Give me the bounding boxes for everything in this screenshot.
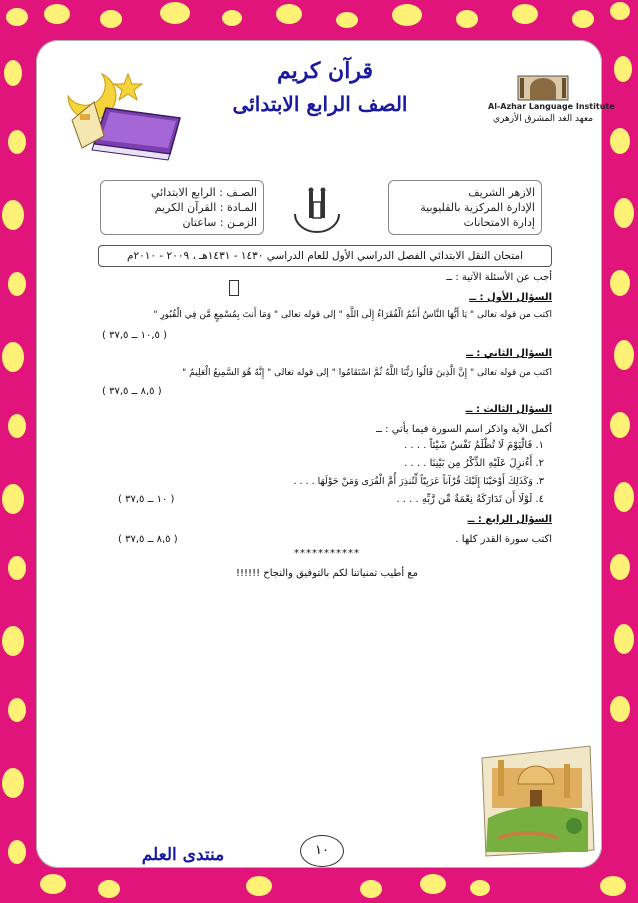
question-1-text: اكتب من قوله تعالى " يَا أَيُّهَا النَّاسُ أَنتُمُ الْفُقَرَاءُ إِلَى اللَّهِ " إلى قوله تعالى " وَمَا أَنتَ بِمُسْمِعٍ مَّن فِي الْقُبُورِ " xyxy=(153,310,552,320)
quran-clipart xyxy=(50,62,200,162)
border-dot xyxy=(456,10,478,28)
question-3-text: أكمل الآية واذكر اسم السورة فيما يأتي : ــ xyxy=(376,424,552,435)
border-dot xyxy=(470,880,490,896)
question-1-title: السؤال الأول : ــ xyxy=(469,292,552,303)
border-dot xyxy=(614,198,634,228)
border-dot xyxy=(610,412,630,438)
separator-stars: *********** xyxy=(294,548,360,559)
question-4-score: ( ٨,٥ ــ ٣٧,٥ ) xyxy=(118,534,178,545)
border-dot xyxy=(4,60,22,86)
header-line: المـادة : القرآن الكريم xyxy=(154,201,257,214)
question-3-item: ١. فَالْيَوْمَ لَا تُظْلَمُ نَفْسٌ شَيْئاً . . . . xyxy=(404,440,544,451)
empty-box-glyph xyxy=(229,280,239,296)
border-dot xyxy=(8,130,26,154)
border-dot xyxy=(614,340,634,370)
border-dot xyxy=(6,8,28,26)
header-line: الازهر الشريف xyxy=(468,186,535,199)
forum-name: منتدى العلم xyxy=(141,845,225,865)
border-dot xyxy=(610,128,630,154)
question-1-score: ( ١٠,٥ ــ ٣٧,٥ ) xyxy=(102,330,167,341)
border-dot xyxy=(2,342,24,372)
question-3-item: ٤. لَوْلَا أَن تَدَارَكَهُ نِعْمَةٌ مِّن رَّبِّهِ . . . . xyxy=(396,494,544,505)
border-dot xyxy=(610,554,630,580)
question-4-text: اكتب سورة القدر كلها . xyxy=(455,534,552,545)
border-dot xyxy=(614,482,634,512)
exam-header-right xyxy=(388,180,542,235)
border-dot xyxy=(44,4,70,24)
question-3-title: السؤال الثالث : ــ xyxy=(465,404,552,415)
border-dot xyxy=(360,880,382,898)
border-dot xyxy=(100,10,122,28)
exam-header-left xyxy=(100,180,264,235)
border-dot xyxy=(2,768,24,798)
closing-text: مع أطيب تمنياتنا لكم بالتوفيق والنجاح !!!!!! xyxy=(236,568,418,579)
logo-english-text: Al-Azhar Language Institute xyxy=(488,102,615,111)
border-dot xyxy=(8,840,26,864)
mosque-logo-icon xyxy=(488,74,598,102)
question-2-score: ( ٨,٥ ــ ٣٧,٥ ) xyxy=(102,386,162,397)
institute-logo xyxy=(488,74,615,134)
border-dot xyxy=(614,56,632,82)
azhar-emblem-icon xyxy=(287,184,347,234)
border-dot xyxy=(2,484,24,514)
question-2-title: السؤال الثاني : ــ xyxy=(466,348,552,359)
exam-paper xyxy=(92,170,562,610)
border-dot xyxy=(600,876,626,896)
border-dot xyxy=(8,272,26,296)
question-3-score: ( ١٠ ــ ٣٧,٥ ) xyxy=(118,494,175,505)
instruction-text: أجب عن الأسئلة الآتية : ــ xyxy=(446,272,552,283)
border-dot xyxy=(610,2,630,20)
exam-title: امتحان النقل الابتدائي الفصل الدراسي الأول للعام الدراسي ١٤٣٠ - ١٤٣١هـ ، ٢٠٠٩ - ٢٠١٠م xyxy=(98,245,552,267)
border-dot xyxy=(614,624,634,654)
border-dot xyxy=(276,4,302,24)
header-line: الإدارة المركزية بالقليوبية xyxy=(420,201,535,214)
border-dot xyxy=(392,4,422,26)
grade-title: الصف الرابع الابتدائى xyxy=(232,92,408,116)
header-line: إدارة الامتحانات xyxy=(463,216,535,229)
border-dot xyxy=(8,414,26,438)
border-dot xyxy=(160,2,190,24)
question-3-item: ٢. أَءُنزِلَ عَلَيْهِ الذِّكْرُ مِن بَيْنِنَا . . . . xyxy=(404,458,544,469)
border-dot xyxy=(40,874,66,894)
border-dot xyxy=(8,556,26,580)
border-dot xyxy=(2,200,24,230)
header-line: الزمـن : ساعتان xyxy=(182,216,257,229)
page-number: ١٠ xyxy=(300,835,344,867)
border-dot xyxy=(420,874,446,894)
mosque-illustration xyxy=(478,738,596,858)
border-dot xyxy=(512,4,538,24)
border-dot xyxy=(336,12,358,28)
border-dot xyxy=(2,626,24,656)
border-dot xyxy=(246,876,272,896)
question-2-text: اكتب من قوله تعالى " إِنَّ الَّذِينَ قَالُوا رَبُّنَا اللَّهُ ثُمَّ اسْتَقَامُوا " إلى قوله تعالى " إِنَّهُ هُوَ السَّمِيعُ الْعَلِيمُ " xyxy=(182,368,552,378)
question-3-item: ٣. وَكَذَلِكَ أَوْحَيْنَا إِلَيْكَ قُرْآناً عَرَبِيّاً لِّتُنذِرَ أُمَّ الْقُرَى وَمَنْ حَوْلَهَا . . . . xyxy=(293,476,544,487)
border-dot xyxy=(222,10,242,26)
subject-title: قرآن كريم xyxy=(277,58,373,84)
header-line: الصـف : الرابع الابتدائي xyxy=(151,186,257,199)
border-dot xyxy=(8,698,26,722)
border-dot xyxy=(610,270,630,296)
logo-arabic-text: معهد الغد المشرق الأزهري xyxy=(492,114,594,124)
question-4-title: السؤال الرابع : ــ xyxy=(467,514,552,525)
border-dot xyxy=(572,10,594,28)
border-dot xyxy=(98,880,120,898)
border-dot xyxy=(610,696,630,722)
